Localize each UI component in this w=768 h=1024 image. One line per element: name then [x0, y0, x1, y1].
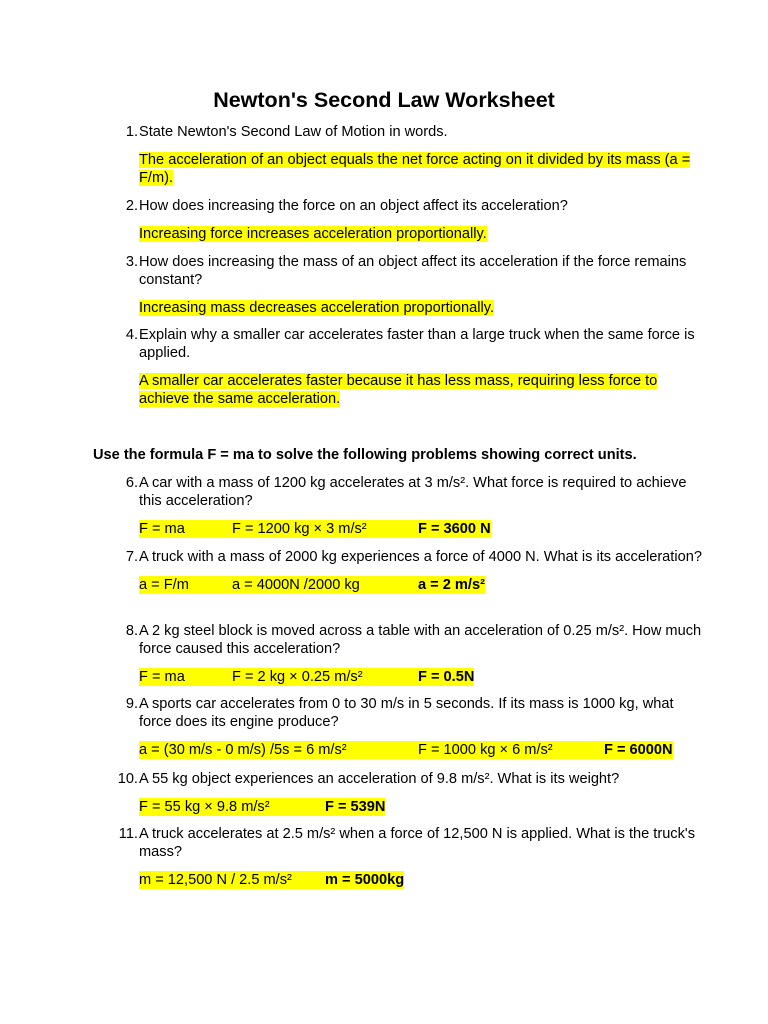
problem-number: 9. [125, 696, 138, 712]
answer-text: Increasing mass decreases acceleration proportionally. [139, 300, 495, 316]
problem-item [110, 825, 710, 889]
answer-result: m = 5000kg [325, 872, 405, 888]
answer-formula: m = 12,500 N / 2.5 m/s² [139, 871, 325, 889]
problem-number: 10. [117, 771, 138, 787]
problem-text: A 2 kg steel block is moved across a table with an acceleration of 0.25 m/s². How much force caused this acceleration? [139, 623, 702, 657]
problem-item [110, 770, 710, 816]
problem-text: A truck accelerates at 2.5 m/s² when a force of 12,500 N is applied. What is the truck's mass? [139, 826, 695, 860]
answer-result: F = 6000N [604, 742, 673, 758]
question-number: 2. [125, 198, 138, 214]
question-item [110, 197, 710, 243]
problem-item [110, 622, 710, 686]
answer-work: F = 1200 kg × 3 m/s² [232, 520, 418, 538]
problem-item [110, 695, 710, 759]
problem-text: A sports car accelerates from 0 to 30 m/s in 5 seconds. If its mass is 1000 kg, what force does its engine produce? [139, 696, 674, 730]
answer-formula: F = ma [139, 520, 232, 538]
answer-text: A smaller car accelerates faster because it has less mass, requiring less force to achieve the same acceleration. [139, 373, 658, 407]
answer-work: F = 2 kg × 0.25 m/s² [232, 668, 418, 686]
problem-item [110, 474, 710, 538]
answer-formula: a = F/m [139, 576, 232, 594]
answer-result: F = 539N [325, 799, 386, 815]
problem-text: A 55 kg object experiences an acceleration of 9.8 m/s². What is its weight? [139, 771, 620, 787]
question-text: State Newton's Second Law of Motion in words. [139, 124, 448, 140]
answer-result: F = 0.5N [418, 669, 475, 685]
problem-number: 11. [118, 826, 138, 842]
answer-formula: a = (30 m/s - 0 m/s) /5s = 6 m/s² [139, 741, 418, 759]
answer-work: F = 1000 kg × 6 m/s² [418, 741, 604, 759]
problem-item [110, 548, 710, 594]
question-number: 3. [125, 254, 138, 270]
question-text: How does increasing the force on an object affect its acceleration? [139, 198, 568, 214]
page-title: Newton's Second Law Worksheet [213, 88, 555, 112]
problem-number: 6. [125, 475, 138, 491]
answer-result: a = 2 m/s² [418, 577, 485, 593]
problem-number: 8. [125, 623, 138, 639]
answer-formula: F = 55 kg × 9.8 m/s² [139, 798, 325, 816]
answer-formula: F = ma [139, 668, 232, 686]
question-number: 1. [125, 124, 138, 140]
question-item [110, 326, 710, 408]
problem-text: A truck with a mass of 2000 kg experiences a force of 4000 N. What is its acceleration? [139, 549, 702, 565]
question-number: 4. [125, 327, 138, 343]
answer-text: Increasing force increases acceleration proportionally. [139, 226, 487, 242]
answer-result: F = 3600 N [418, 521, 491, 537]
question-item [110, 253, 710, 317]
problem-text: A car with a mass of 1200 kg accelerates at 3 m/s². What force is required to achieve this acceleration? [139, 475, 687, 509]
question-item [110, 123, 710, 187]
answer-text: The acceleration of an object equals the net force acting on it divided by its mass (a = F/m). [139, 152, 691, 186]
instructions-text: Use the formula F = ma to solve the following problems showing correct units. [93, 447, 637, 463]
problem-number: 7. [125, 549, 138, 565]
answer-work: a = 4000N /2000 kg [232, 576, 418, 594]
question-text: How does increasing the mass of an object affect its acceleration if the force remains constant? [139, 254, 687, 288]
question-text: Explain why a smaller car accelerates faster than a large truck when the same force is applied. [139, 327, 695, 361]
